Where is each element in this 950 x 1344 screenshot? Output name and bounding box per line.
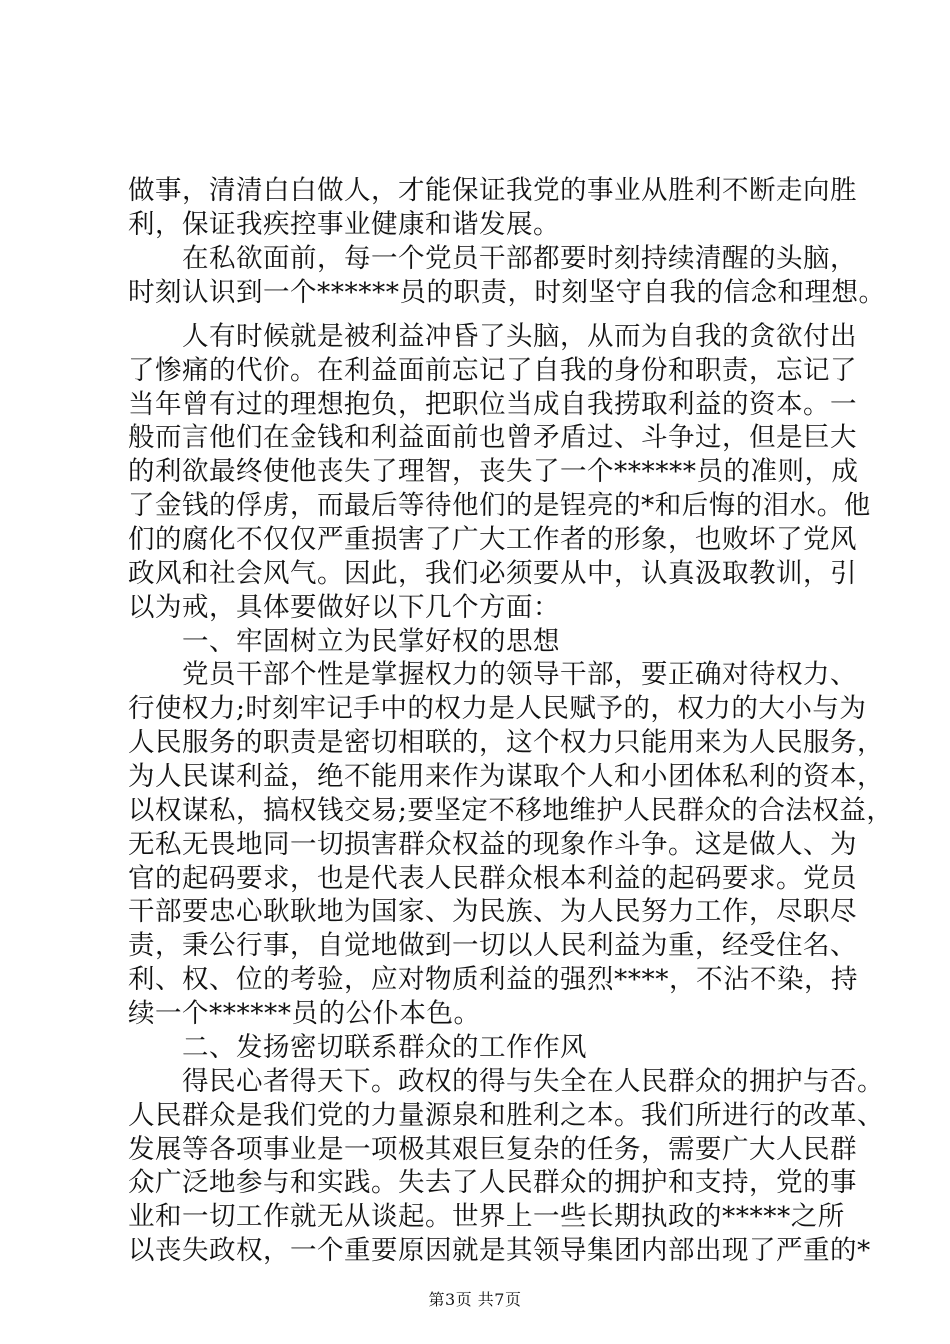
text-line: 业和一切工作就无从谈起。世界上一些长期执政的*****之所 [128, 1201, 845, 1233]
text-line: 众广泛地参与和实践。失去了人民群众的拥护和支持，党的事 [128, 1167, 857, 1199]
text-line: 了惨痛的代价。在利益面前忘记了自我的身份和职责，忘记了 [128, 354, 857, 386]
text-line: 利、权、位的考验，应对物质利益的强烈****，不沾不染，持 [128, 964, 858, 996]
text-line: 在私欲面前，每一个党员干部都要时刻持续清醒的头脑， [128, 242, 857, 274]
text-line: 党员干部个性是掌握权力的领导干部，要正确对待权力、 [128, 659, 857, 691]
text-line: 利，保证我疾控事业健康和谐发展。 [128, 208, 560, 240]
text-line: 发展等各项事业是一项极其艰巨复杂的任务，需要广大人民群 [128, 1133, 857, 1165]
text-line: 以权谋私，搞权钱交易;要坚定不移地维护人民群众的合法权益， [128, 794, 894, 826]
section-heading: 一、牢固树立为民掌好权的思想 [128, 625, 560, 657]
text-line: 得民心者得天下。政权的得与失全在人民群众的拥护与否。 [128, 1065, 884, 1097]
section-heading: 二、发扬密切联系群众的工作作风 [128, 1031, 587, 1063]
text-line: 无私无畏地同一切损害群众权益的现象作斗争。这是做人、为 [128, 828, 857, 860]
text-line: 责，秉公行事，自觉地做到一切以人民利益为重，经受住名、 [128, 930, 857, 962]
text-line: 行使权力;时刻牢记手中的权力是人民赋予的，权力的大小与为 [128, 693, 867, 725]
text-line: 以丧失政权，一个重要原因就是其领导集团内部出现了严重的* [128, 1235, 871, 1267]
text-line: 般而言他们在金钱和利益面前也曾矛盾过、斗争过，但是巨大 [128, 422, 857, 454]
text-line: 当年曾有过的理想抱负，把职位当成自我捞取利益的资本。一 [128, 388, 857, 420]
text-line: 为人民谋利益，绝不能用来作为谋取个人和小团体私利的资本， [128, 761, 884, 793]
page-footer: 第3页 共7页 [428, 1290, 522, 1309]
text-line: 官的起码要求，也是代表人民群众根本利益的起码要求。党员 [128, 862, 857, 894]
text-line: 的利欲最终使他丧失了理智，丧失了一个******员的准则，成 [128, 456, 859, 488]
text-line: 时刻认识到一个******员的职责，时刻坚守自我的信念和理想。 [128, 276, 886, 308]
text-line: 以为戒，具体要做好以下几个方面： [128, 591, 560, 623]
text-line: 人民群众是我们党的力量源泉和胜利之本。我们所进行的改革、 [128, 1099, 884, 1131]
text-line: 政风和社会风气。因此，我们必须要从中，认真汲取教训，引 [128, 557, 857, 589]
text-line: 们的腐化不仅仅严重损害了广大工作者的形象，也败坏了党风 [128, 523, 857, 555]
text-line: 人民服务的职责是密切相联的，这个权力只能用来为人民服务， [128, 727, 884, 759]
text-line: 续一个******员的公仆本色。 [128, 998, 481, 1030]
text-line: 做事，清清白白做人，才能保证我党的事业从胜利不断走向胜 [128, 175, 857, 206]
text-line: 了金钱的俘虏，而最后等待他们的是锃亮的*和后悔的泪水。他 [128, 490, 871, 522]
text-line: 人有时候就是被利益冲昏了头脑，从而为自我的贪欲付出 [128, 320, 857, 352]
text-line: 干部要忠心耿耿地为国家、为民族、为人民努力工作，尽职尽 [128, 896, 857, 928]
